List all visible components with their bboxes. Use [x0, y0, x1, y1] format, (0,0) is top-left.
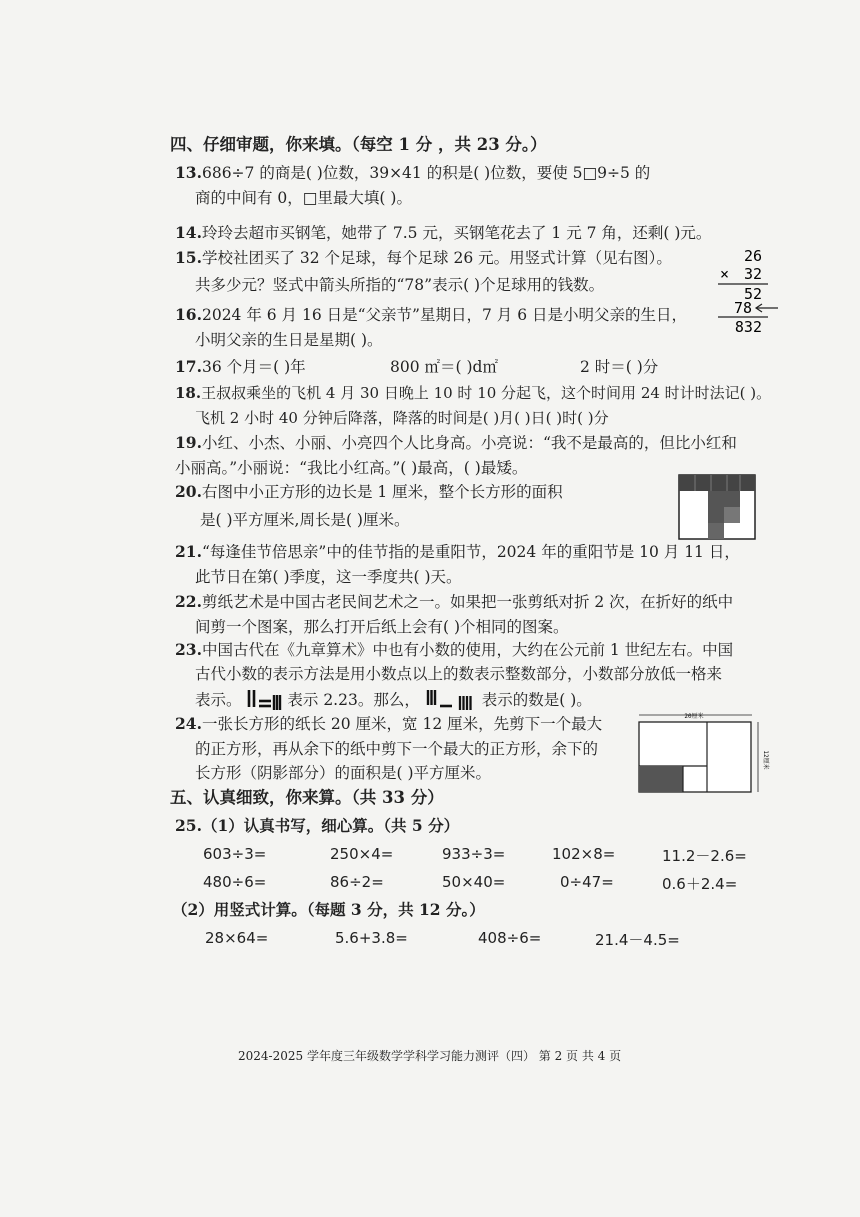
q21-line1 [175, 542, 740, 562]
q20-line2: 是( )平方厘米,周长是( )厘米。 [200, 511, 410, 529]
vertical-calc-3: 408÷6= [478, 929, 542, 947]
q23-line3 [195, 688, 592, 713]
q24-line2: 的正方形，再从余下的纸中剪下一个最大的正方形，余下的 [195, 740, 599, 758]
oral-calc-2: 250×4= [330, 845, 394, 863]
vertical-calc-1: 28×64= [205, 929, 269, 947]
section-4-title: 四、仔细审题，你来填。（每空 1 分 ，共 23 分。） [170, 135, 547, 154]
q23-text3b: 表示 2.23。那么， [287, 691, 420, 709]
q13-text1: 686÷7 的商是( )位数，39×41 的积是( )位数，要使 5□9÷5 的 [201, 164, 651, 182]
q24-text1: 一张长方形的纸长 20 厘米，宽 12 厘米，先剪下一个最大 [201, 715, 603, 733]
q25-part1 [175, 816, 459, 836]
grid-bottom-block [708, 523, 724, 539]
q21-number: 21. [175, 542, 202, 561]
q25-part2: （2）用竖式计算。（每题 3 分，共 12 分。） [172, 900, 485, 919]
q15-line2: 共多少元？竖式中箭头所指的“78”表示( )个足球用的钱数。 [195, 276, 605, 294]
grid-middle-block [708, 491, 740, 507]
width-label: 12厘米 [762, 750, 769, 770]
q14-line1 [175, 223, 711, 243]
q21-text1: “每逢佳节倍思亲”中的佳节指的是重阳节，2024 年的重阳节是 10 月 11 日， [201, 543, 740, 561]
oral-calc-3: 933÷3= [442, 845, 506, 863]
oral-calc-5: 11.2－2.6= [662, 847, 747, 865]
q22-text1: 剪纸艺术是中国古老民间艺术之一。如果把一张剪纸对折 2 次，在折好的纸中 [201, 593, 734, 611]
q25-number: 25. [175, 816, 202, 835]
q20-number: 20. [175, 482, 202, 501]
q19-text1: 小红、小杰、小丽、小亮四个人比身高。小亮说：“我不是最高的，但比小红和 [201, 434, 737, 452]
calc-row-32: 32 [743, 265, 762, 283]
q13-line2: 商的中间有 0，□里最大填( )。 [195, 189, 412, 207]
q23-text3a: 表示。 [195, 691, 242, 709]
oral-calc-7: 86÷2= [330, 873, 384, 891]
vertical-calc-4: 21.4－4.5= [595, 931, 680, 949]
q16-line2: 小明父亲的生日是星期( )。 [195, 331, 383, 349]
q19-number: 19. [175, 433, 202, 452]
rod-numeral-2-23-icon [246, 689, 282, 713]
q18-line2: 飞机 2 小时 40 分钟后降落，降落的时间是( )月( )日( )时( )分 [195, 409, 609, 427]
q18-line1 [175, 383, 771, 403]
q16-line1 [175, 305, 687, 325]
calc-row-26: 26 [743, 247, 762, 265]
q23-text1: 中国古代在《九章算术》中也有小数的使用，大约在公元前 1 世纪左右。中国 [201, 641, 734, 659]
calc-row-52: 52 [743, 285, 762, 303]
q20-line1 [175, 482, 563, 502]
q25-part1-text: （1）认真书写，细心算。（共 5 分） [201, 816, 460, 835]
q24-number: 24. [175, 714, 202, 733]
shaded-rectangle [639, 766, 683, 792]
q13-number: 13. [175, 163, 202, 182]
q18-text1: 王叔叔乘坐的飞机 4 月 30 日晚上 10 时 10 分起飞，这个时间用 24 时计时法记( )。 [201, 384, 772, 402]
oral-calc-6: 480÷6= [203, 873, 267, 891]
q23-number: 23. [175, 640, 202, 659]
q18-number: 18. [175, 384, 202, 402]
section-5-title: 五、认真细致，你来算。（共 33 分） [170, 788, 444, 807]
grid-lower-block-1 [708, 507, 724, 523]
calc-row-832: 832 [734, 318, 762, 335]
q21-line2: 此节日在第( )季度，这一季度共( )天。 [195, 568, 462, 586]
calc-row-78: 78 [733, 299, 752, 317]
oral-calc-1: 603÷3= [203, 845, 267, 863]
q17-b: 800 ㎡＝( )d㎡ [390, 358, 498, 376]
q15-number: 15. [175, 248, 202, 267]
q16-number: 16. [175, 305, 202, 324]
oral-calc-9: 0÷47= [560, 873, 614, 891]
oral-calc-4: 102×8= [552, 845, 616, 863]
grid-top-row [679, 475, 755, 491]
q22-line1 [175, 592, 733, 612]
q24-line1 [175, 714, 602, 734]
oral-calc-8: 50×40= [442, 873, 506, 891]
q23-line1 [175, 640, 733, 660]
q22-number: 22. [175, 592, 202, 611]
q22-line2: 间剪一个图案，那么打开后纸上会有( )个相同的图案。 [195, 618, 569, 636]
q20-text1: 右图中小正方形的边长是 1 厘米，整个长方形的面积 [201, 483, 563, 501]
grid-lower-block-2 [724, 507, 740, 523]
oral-calc-10: 0.6＋2.4= [662, 875, 738, 893]
page-footer: 2024-2025 学年度三年级数学学科学习能力测评（四） 第 2 页 共 4 页 [238, 1049, 622, 1063]
vertical-calc-2: 5.6+3.8= [335, 929, 408, 947]
calc-times-sign: × [720, 265, 730, 283]
q24-line3: 长方形（阴影部分）的面积是( )平方厘米。 [195, 764, 492, 782]
q15-text1: 学校社团买了 32 个足球，每个足球 26 元。用竖式计算（见右图）。 [201, 249, 672, 267]
q17-number: 17. [175, 357, 202, 376]
q14-text1: 玲玲去超市买钢笔，她带了 7.5 元，买钢笔花去了 1 元 7 角，还剩( )元。 [201, 224, 712, 242]
rod-numeral-question-icon [425, 689, 477, 713]
q13-line1 [175, 163, 650, 183]
q19-line1 [175, 433, 737, 453]
length-label: 20厘米 [684, 713, 704, 720]
q23-line2: 古代小数的表示方法是用小数点以上的数表示整数部分，小数部分放低一格来 [195, 665, 723, 683]
square-grid-figure [678, 474, 758, 542]
q17-c: 2 时＝( )分 [580, 358, 659, 376]
q15-line1 [175, 248, 672, 268]
q14-number: 14. [175, 223, 202, 242]
q23-text3c: 表示的数是( )。 [481, 691, 592, 709]
q19-line2: 小丽高。”小丽说：“我比小红高。”( )最高，( )最矮。 [175, 459, 528, 477]
q16-text1: 2024 年 6 月 16 日是“父亲节”星期日，7 月 6 日是小明父亲的生日， [201, 306, 687, 324]
q17-line [175, 357, 306, 377]
rectangle-cut-figure [634, 710, 774, 794]
vertical-calculation-figure [700, 245, 780, 335]
q17-a: 36 个月＝( )年 [201, 358, 306, 376]
